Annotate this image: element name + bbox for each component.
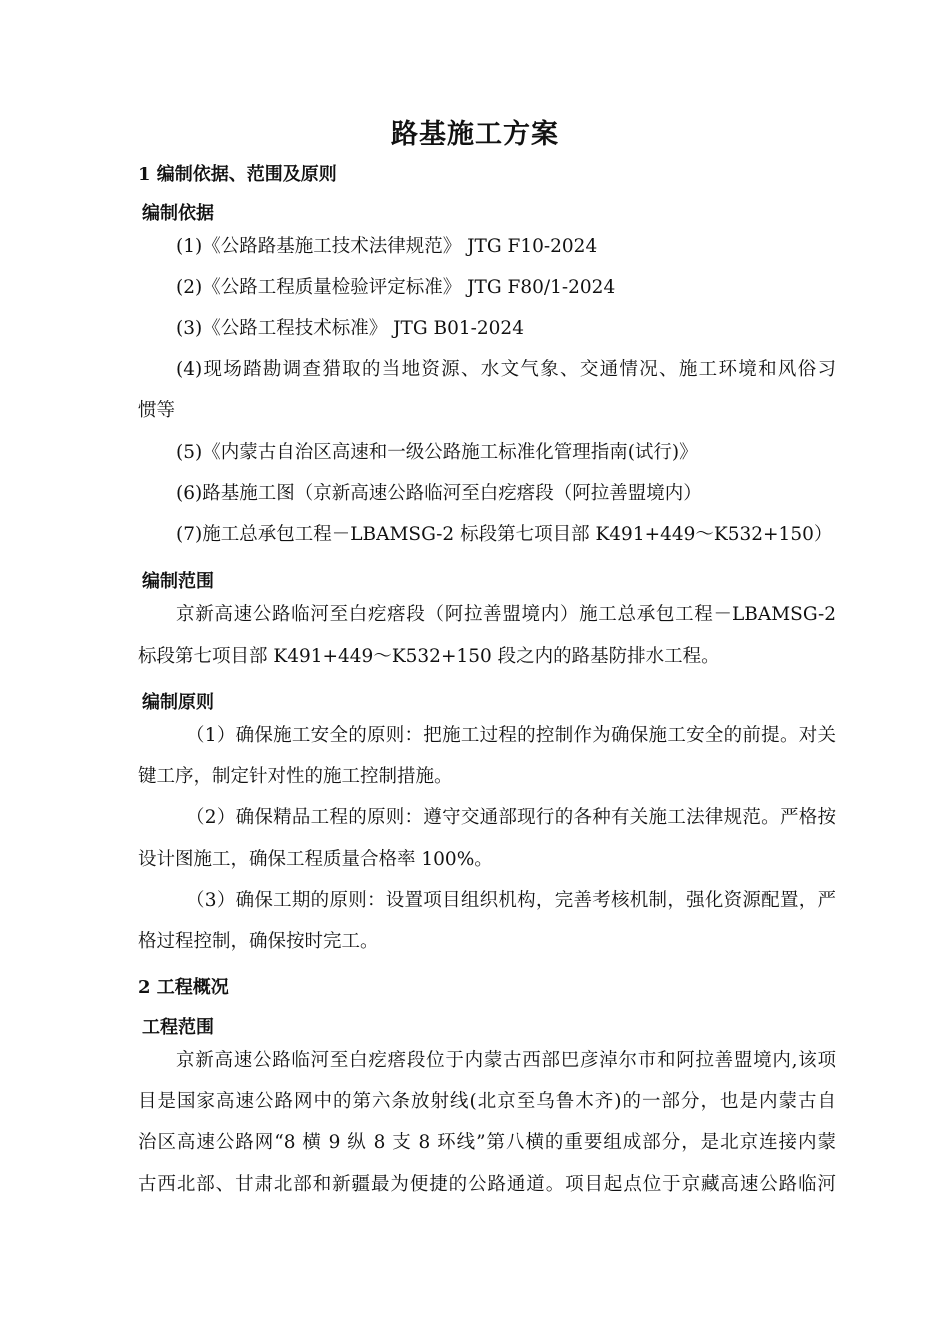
section-1-heading: 1 编制依据、范围及原则 [138, 164, 337, 185]
range-heading: 工程范围 [142, 1017, 214, 1038]
principle-2-line-1: （2）确保精品工程的原则：遵守交通部现行的各种有关施工法律规范。严格按 [186, 807, 836, 828]
basis-item-1: (1)《公路路基施工技术法律规范》 JTG F10-2024 [176, 236, 598, 257]
principle-3-line-2: 格过程控制，确保按时完工。 [138, 931, 379, 952]
range-line-1: 京新高速公路临河至白疙瘩段位于内蒙古西部巴彦淖尔市和阿拉善盟境内,该项 [176, 1050, 836, 1071]
range-line-4: 古西北部、甘肃北部和新疆最为便捷的公路通道。项目起点位于京藏高速公路临河 [138, 1174, 836, 1195]
basis-heading: 编制依据 [142, 203, 214, 224]
basis-item-3: (3)《公路工程技术标准》 JTG B01-2024 [176, 318, 524, 339]
section-2-heading: 2 工程概况 [138, 977, 229, 998]
range-line-2: 目是国家高速公路网中的第六条放射线(北京至乌鲁木齐)的一部分，也是内蒙古自 [138, 1091, 836, 1112]
principle-1-line-2: 键工序，制定针对性的施工控制措施。 [138, 766, 453, 787]
principle-1-line-1: （1）确保施工安全的原则：把施工过程的控制作为确保施工安全的前提。对关 [186, 725, 836, 746]
range-line-3: 治区高速公路网“8 横 9 纵 8 支 8 环线”第八横的重要组成部分，是北京连接内蒙 [138, 1132, 836, 1153]
principles-heading: 编制原则 [142, 692, 214, 713]
basis-item-2: (2)《公路工程质量检验评定标准》 JTG F80/1-2024 [176, 277, 616, 298]
principle-3-line-1: （3）确保工期的原则：设置项目组织机构，完善考核机制，强化资源配置，严 [186, 890, 836, 911]
scope-line-1: 京新高速公路临河至白疙瘩段（阿拉善盟境内）施工总承包工程－LBAMSG-2 [176, 604, 836, 625]
basis-item-7: (7)施工总承包工程－LBAMSG-2 标段第七项目部 K491+449～K532+150） [176, 524, 833, 545]
scope-heading: 编制范围 [142, 571, 214, 592]
document-title: 路基施工方案 [391, 119, 559, 150]
basis-item-4: (4)现场踏勘调查猎取的当地资源、水文气象、交通情况、施工环境和风俗习 [176, 359, 836, 380]
basis-item-5: (5)《内蒙古自治区高速和一级公路施工标准化管理指南(试行)》 [176, 442, 698, 463]
basis-item-6: (6)路基施工图（京新高速公路临河至白疙瘩段（阿拉善盟境内） [176, 483, 702, 504]
scope-line-2: 标段第七项目部 K491+449～K532+150 段之内的路基防排水工程。 [138, 646, 720, 667]
basis-item-4-cont: 惯等 [138, 400, 176, 421]
principle-2-line-2: 设计图施工，确保工程质量合格率 100%。 [138, 849, 493, 870]
